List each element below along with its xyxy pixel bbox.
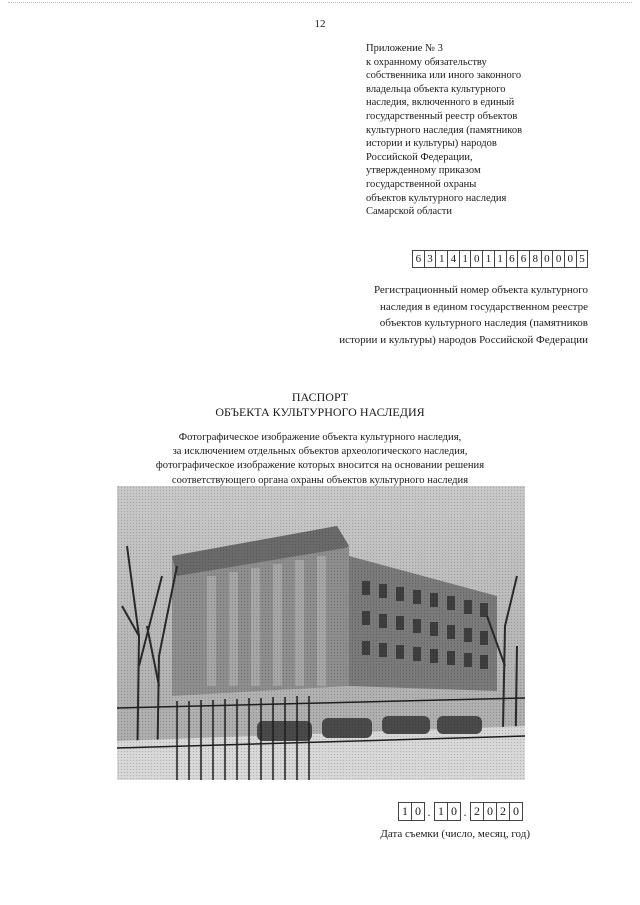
photo-caption-line: фотографическое изображение которых вносится на основании решения: [155, 460, 485, 472]
registration-digit-box: 1: [459, 250, 472, 268]
appendix-line: утвержденному приказом: [366, 165, 481, 177]
passport-title-line: ПАСПОРТ: [291, 390, 349, 404]
photo-date-boxes: [398, 802, 522, 821]
registration-digit-box: 4: [447, 250, 460, 268]
registration-digit-box: 0: [541, 250, 554, 268]
date-month-digit: 1: [434, 802, 448, 821]
appendix-line: истории и культуры) народов: [366, 138, 497, 150]
registration-caption-line: Регистрационный номер объекта культурного: [373, 284, 588, 296]
date-year-digit: 2: [470, 802, 484, 821]
registration-digit-box: 3: [424, 250, 437, 268]
registration-digit-box: 6: [412, 250, 425, 268]
appendix-line: объектов культурного наследия: [366, 192, 507, 204]
photo-caption: [60, 431, 580, 488]
appendix-line: государственной охраны: [366, 178, 477, 190]
date-year-digit: 0: [509, 802, 523, 821]
photo-caption-line: Фотографическое изображение объекта культурного наследия,: [178, 432, 462, 443]
date-separator: .: [463, 805, 467, 819]
passport-title: [0, 390, 640, 420]
registration-digit-box: 0: [552, 250, 565, 268]
registration-number-caption: [258, 282, 588, 348]
appendix-line: Приложение № 3: [366, 43, 443, 54]
registration-digit-box: 1: [435, 250, 448, 268]
registration-digit-box: 6: [517, 250, 530, 268]
date-day-digit: 0: [411, 802, 425, 821]
date-month-digit: 0: [447, 802, 461, 821]
registration-digit-box: 1: [494, 250, 507, 268]
registration-digit-box: 8: [529, 250, 542, 268]
appendix-line: наследия, включенного в единый: [366, 97, 515, 109]
appendix-line: государственный реестр объектов: [366, 110, 518, 122]
appendix-line: Самарской области: [366, 206, 452, 218]
appendix-header: [366, 42, 628, 219]
photo-caption-line: соответствующего органа охраны объектов культурного наследия: [171, 474, 469, 486]
date-day-digit: 1: [398, 802, 412, 821]
photo-date-caption: Дата съемки (число, месяц, год): [380, 828, 530, 840]
date-year-digit: 2: [496, 802, 510, 821]
photo-caption-line: за исключением отдельных объектов археологического наследия,: [172, 446, 468, 458]
registration-caption-line: истории и культуры) народов Российской Федерации: [339, 333, 588, 346]
appendix-line: владельца объекта культурного: [366, 83, 506, 95]
registration-digit-box: 6: [506, 250, 519, 268]
page-number: 12: [314, 18, 326, 30]
heritage-building-photo: [117, 486, 525, 780]
top-rule: [8, 2, 632, 3]
appendix-line: к охранному обязательству: [366, 56, 487, 68]
appendix-line: культурного наследия (памятников: [366, 124, 523, 136]
registration-caption-line: наследия в едином государственном реестре: [380, 300, 588, 313]
registration-caption-line: объектов культурного наследия (памятников: [379, 317, 588, 330]
registration-digit-box: 1: [482, 250, 495, 268]
registration-digit-box: 0: [564, 250, 577, 268]
appendix-line: собственника или иного законного: [366, 70, 522, 82]
registration-number-boxes: [412, 250, 587, 268]
date-separator: .: [427, 805, 431, 819]
registration-digit-box: 5: [576, 250, 589, 268]
date-year-digit: 0: [483, 802, 497, 821]
registration-digit-box: 0: [470, 250, 483, 268]
appendix-line: Российской Федерации,: [366, 151, 473, 163]
passport-subtitle-line: ОБЪЕКТА КУЛЬТУРНОГО НАСЛЕДИЯ: [215, 405, 425, 419]
